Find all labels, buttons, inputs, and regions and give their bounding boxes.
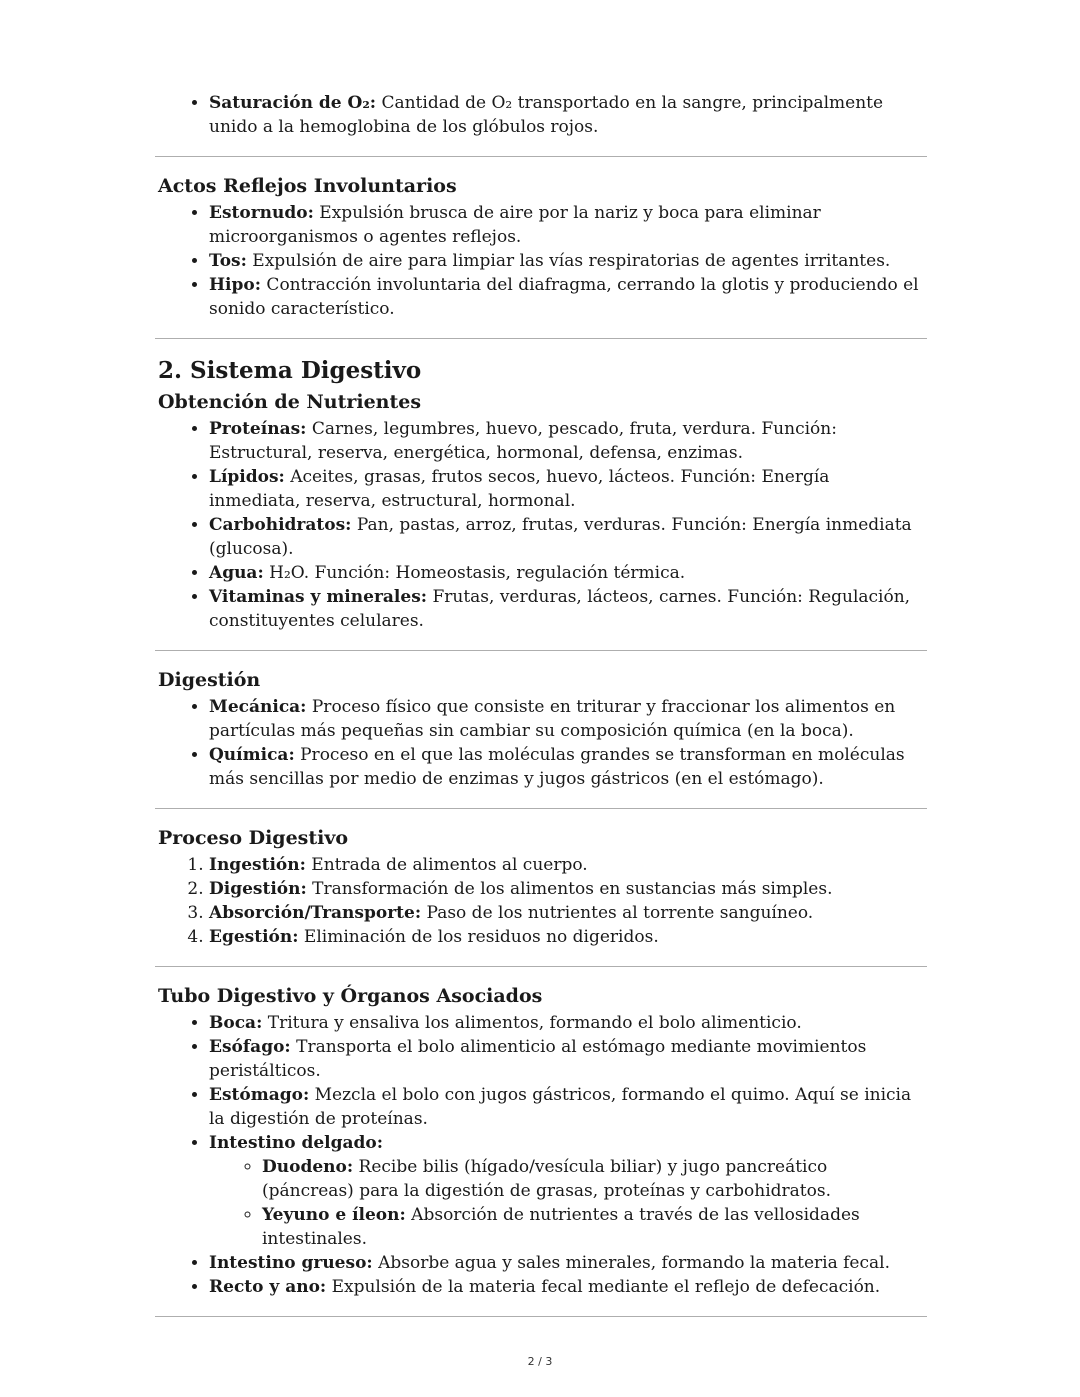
item-text: Aceites, grasas, frutos secos, huevo, lácteos. Función: Energía inmediata, reserva, estructural, hormonal. [209, 467, 830, 511]
document-page [158, 91, 924, 1334]
list-item [209, 877, 924, 901]
item-term: Duodeno: [262, 1157, 354, 1177]
item-term: Recto y ano: [209, 1277, 327, 1297]
tube-list [158, 1011, 924, 1299]
item-term: Estornudo: [209, 203, 314, 223]
list-item [209, 201, 924, 249]
saturation-list [158, 91, 924, 139]
list-item [209, 1083, 924, 1131]
list-item [209, 417, 924, 465]
item-text: Transformación de los alimentos en sustancias más simples. [306, 879, 833, 899]
page-number: 2 / 3 [527, 1355, 553, 1368]
item-term: Saturación de O₂: [209, 93, 377, 113]
section-title-process: Proceso Digestivo [158, 827, 349, 849]
item-term: Mecánica: [209, 697, 307, 717]
item-term: Digestión: [209, 879, 307, 899]
item-text: Transporta el bolo alimenticio al estómago mediante movimientos peristálticos. [209, 1037, 867, 1081]
item-term: Química: [209, 745, 295, 765]
list-item [209, 1251, 924, 1275]
item-text: Eliminación de los residuos no digeridos. [298, 927, 659, 947]
section-title-digestion: Digestión [158, 669, 261, 691]
item-text: Pan, pastas, arroz, frutas, verduras. Función: Energía inmediata (glucosa). [209, 515, 912, 559]
item-text: Mezcla el bolo con jugos gástricos, formando el quimo. Aquí se inicia la digestión de proteínas. [209, 1085, 912, 1129]
section-title-tube: Tubo Digestivo y Órganos Asociados [158, 985, 543, 1007]
list-item [209, 585, 924, 633]
reflexes-list [158, 201, 924, 321]
item-text: Tritura y ensaliva los alimentos, formando el bolo alimenticio. [262, 1013, 802, 1033]
item-text: Expulsión de aire para limpiar las vías respiratorias de agentes irritantes. [246, 251, 891, 271]
item-text: Absorción de nutrientes a través de las vellosidades intestinales. [262, 1205, 860, 1249]
item-text: Contracción involuntaria del diafragma, cerrando la glotis y produciendo el sonido característico. [209, 275, 919, 319]
digestion-list [158, 695, 924, 791]
list-item [209, 853, 924, 877]
item-text: Proceso físico que consiste en triturar y fraccionar los alimentos en partículas más pequeñas sin cambiar su composición química (en la boca). [209, 697, 896, 741]
item-text: Entrada de alimentos al cuerpo. [305, 855, 588, 875]
list-item [209, 513, 924, 561]
list-item [209, 901, 924, 925]
item-text: Proceso en el que las moléculas grandes se transforman en moléculas más sencillas por medio de enzimas y jugos gástricos (en el estómago). [209, 745, 905, 789]
process-list [158, 853, 924, 949]
divider [155, 966, 927, 967]
item-text: Paso de los nutrientes al torrente sanguíneo. [421, 903, 814, 923]
item-term: Estómago: [209, 1085, 310, 1105]
item-text: Absorbe agua y sales minerales, formando la materia fecal. [372, 1253, 890, 1273]
list-item [209, 743, 924, 791]
item-term: Boca: [209, 1013, 263, 1033]
list-item [209, 1275, 924, 1299]
item-term: Ingestión: [209, 855, 306, 875]
divider [155, 338, 927, 339]
item-text: H₂O. Función: Homeostasis, regulación térmica. [263, 563, 686, 583]
section-title-reflexes: Actos Reflejos Involuntarios [158, 175, 457, 197]
section-title-digestive: 2. Sistema Digestivo [158, 357, 422, 384]
list-item [209, 561, 924, 585]
item-term: Esófago: [209, 1037, 291, 1057]
nutrients-list [158, 417, 924, 633]
item-term: Carbohidratos: [209, 515, 352, 535]
list-item [209, 1035, 924, 1083]
section-title-nutrients: Obtención de Nutrientes [158, 391, 422, 413]
divider [155, 156, 927, 157]
small-intestine-sublist [209, 1155, 924, 1251]
item-term: Egestión: [209, 927, 299, 947]
sublist-item [262, 1155, 924, 1203]
list-item [209, 465, 924, 513]
list-item [209, 695, 924, 743]
list-item [209, 249, 924, 273]
list-item [209, 1131, 924, 1251]
list-item [209, 273, 924, 321]
item-term: Intestino grueso: [209, 1253, 373, 1273]
item-term: Vitaminas y minerales: [209, 587, 428, 607]
sublist-item [262, 1203, 924, 1251]
item-text: Frutas, verduras, lácteos, carnes. Función: Regulación, constituyentes celulares. [209, 587, 911, 631]
divider [155, 808, 927, 809]
list-item [209, 925, 924, 949]
item-term: Intestino delgado: [209, 1133, 384, 1153]
item-term: Hipo: [209, 275, 262, 295]
item-text: Carnes, legumbres, huevo, pescado, fruta, verdura. Función: Estructural, reserva, energética, hormonal, defensa, enzimas. [209, 419, 837, 463]
item-text: Recibe bilis (hígado/vesícula biliar) y jugo pancreático (páncreas) para la digestión de grasas, proteínas y carbohidratos. [262, 1157, 832, 1201]
item-term: Yeyuno e íleon: [262, 1205, 406, 1225]
item-term: Absorción/Transporte: [209, 903, 422, 923]
item-term: Proteínas: [209, 419, 307, 439]
item-text: Cantidad de O₂ transportado en la sangre, principalmente unido a la hemoglobina de los glóbulos rojos. [209, 93, 884, 137]
item-text: Expulsión brusca de aire por la nariz y boca para eliminar microorganismos o agentes reflejos. [209, 203, 821, 247]
divider [155, 650, 927, 651]
list-item [209, 91, 924, 139]
item-term: Agua: [209, 563, 264, 583]
item-text: Expulsión de la materia fecal mediante el reflejo de defecación. [326, 1277, 881, 1297]
item-term: Lípidos: [209, 467, 285, 487]
item-term: Tos: [209, 251, 247, 271]
divider [155, 1316, 927, 1317]
list-item [209, 1011, 924, 1035]
